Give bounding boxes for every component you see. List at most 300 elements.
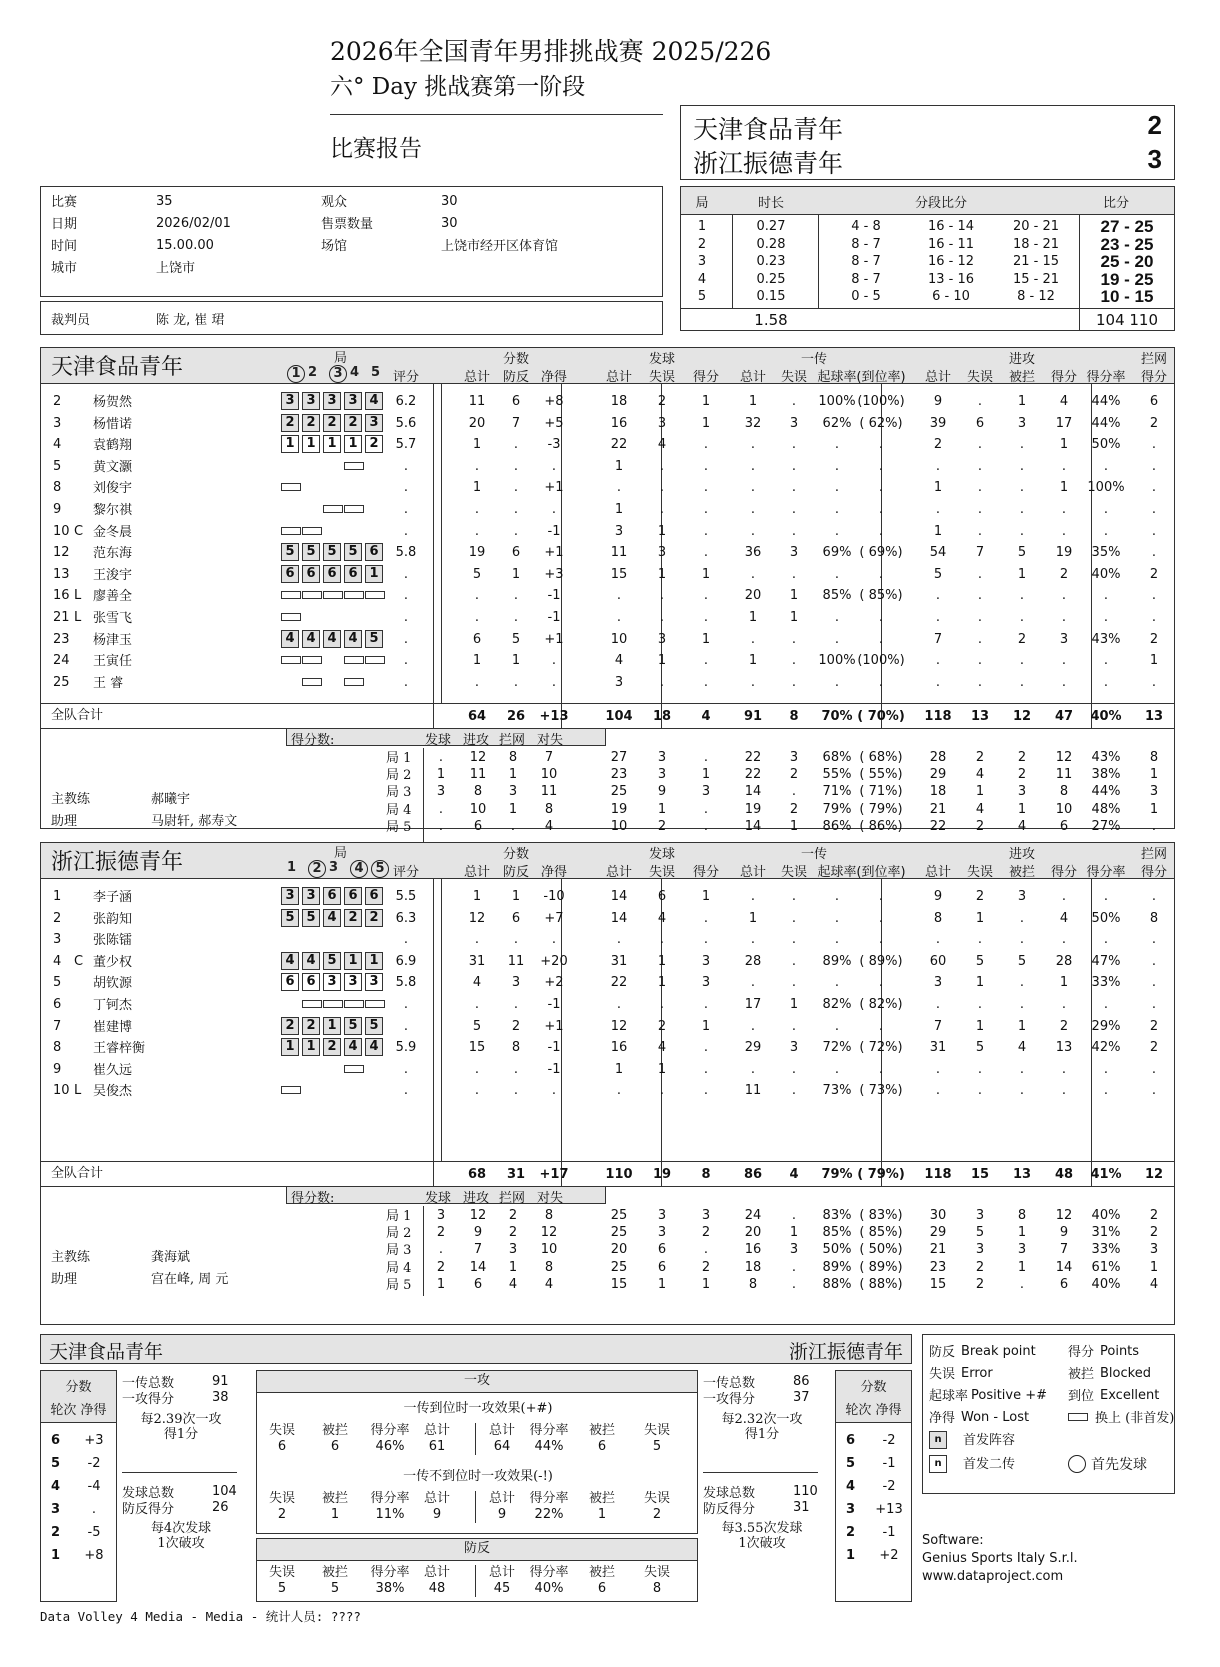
- stat-sp: 3: [701, 953, 711, 969]
- set-number: 5: [697, 289, 707, 304]
- stat-ab: .: [1019, 458, 1025, 474]
- stat-rexc: .: [878, 610, 884, 625]
- stat-rt: .: [750, 566, 756, 582]
- stat-rexc: ( 73%): [859, 1083, 903, 1099]
- stat-ae: .: [977, 394, 983, 409]
- set-stat-se: 2: [657, 818, 667, 834]
- lineup-position: 2: [344, 414, 362, 432]
- set-stat-ab: 1: [1017, 801, 1027, 817]
- set-label: 局 5: [386, 1277, 412, 1293]
- stat-ae: .: [977, 523, 983, 539]
- match-result: [680, 105, 1175, 180]
- stat-st: .: [616, 588, 622, 604]
- set-number: 1: [697, 219, 707, 234]
- stat-rpos: .: [834, 674, 840, 690]
- stat-pt: 19: [468, 545, 486, 561]
- stat-ae: 7: [975, 545, 985, 561]
- lineup-position: 5: [302, 909, 320, 927]
- home-blo: 6: [330, 1439, 340, 1454]
- col-header-ab: 被拦: [1008, 370, 1035, 385]
- stat-at: .: [935, 1061, 941, 1077]
- col-header-bp: 防反: [502, 865, 529, 880]
- stat-rpos: .: [834, 910, 840, 926]
- date-value: 2026/02/01: [156, 216, 231, 231]
- set-col-1: 1: [287, 860, 297, 875]
- lineup-position: 4: [302, 630, 320, 648]
- stat-bk: 2: [1149, 1018, 1159, 1034]
- stat-se: .: [659, 458, 665, 474]
- player-name: 崔建博: [93, 1019, 133, 1035]
- player-name: 董少权: [93, 954, 133, 970]
- lineup-position: 5: [281, 543, 299, 561]
- sideout-title: 一攻: [257, 1371, 697, 1393]
- points-label: 分数: [860, 1380, 887, 1395]
- stat-apct: .: [1103, 588, 1109, 604]
- stat-apct: .: [1103, 653, 1109, 669]
- set-stat-se: 1: [657, 801, 667, 817]
- set-stat-bk: 1: [1149, 801, 1159, 817]
- legend-value: Excellent: [1100, 1388, 1160, 1403]
- substitution-marker: [344, 505, 364, 513]
- set-stat-bk: 1: [1149, 767, 1159, 783]
- stat-bp: 6: [511, 910, 521, 926]
- col-header-at: 总计: [924, 370, 951, 385]
- stat-pt: .: [474, 610, 480, 625]
- stat-apct: 50%: [1091, 437, 1121, 453]
- set-stat-ae: 2: [975, 1276, 985, 1292]
- substitution-marker: [302, 527, 322, 535]
- substitution-marker: [281, 613, 301, 621]
- player-number: 7: [53, 1018, 62, 1034]
- stat-rt: 17: [744, 997, 762, 1012]
- stat-apct: .: [1103, 932, 1109, 948]
- assistant-names: 宫在峰, 周 元: [151, 1272, 229, 1287]
- stat-rpos: .: [834, 566, 840, 582]
- col-block-pts: 拦网: [499, 1191, 526, 1206]
- lineup-position: 6: [281, 565, 299, 583]
- phase-subtitle: 六° Day 挑战赛第一阶段: [330, 74, 586, 100]
- set-duration: 0.23: [756, 254, 786, 269]
- set-stat-apct: 44%: [1091, 784, 1121, 800]
- rotation-net: -2: [882, 1479, 896, 1494]
- sets-table-header: [681, 187, 1174, 215]
- breakpoint-title: 防反: [257, 1539, 697, 1561]
- stat-rating: .: [403, 997, 409, 1012]
- stat-bk: .: [1151, 932, 1157, 948]
- stat-apct: .: [1103, 610, 1109, 625]
- substitution-marker: [344, 656, 364, 664]
- stat-sp: .: [703, 523, 709, 539]
- stat-ae: .: [977, 458, 983, 474]
- partial-16: 16 - 14: [927, 219, 975, 234]
- stat-rexc: .: [878, 932, 884, 948]
- substitution-marker: [302, 591, 322, 599]
- stat-ae: 1: [975, 910, 985, 926]
- stat-rpos: .: [834, 502, 840, 517]
- player-number: 10: [53, 523, 70, 539]
- home-col-err: 失误: [268, 1491, 295, 1506]
- stat-apct: .: [1103, 1061, 1109, 1077]
- attack_group: 进攻: [1008, 352, 1035, 367]
- col-serve-pts: 发球: [425, 1191, 452, 1206]
- stat-sp: 3: [701, 975, 711, 991]
- stat-bk: .: [1151, 975, 1157, 991]
- sets-group-label: 局: [334, 351, 348, 366]
- stat-pt: .: [474, 588, 480, 604]
- stat-rating: 5.9: [395, 1040, 417, 1056]
- col-opp-err: 对失: [537, 1191, 564, 1206]
- set-stat-sp: 3: [701, 784, 711, 800]
- set-opp: 10: [540, 1242, 558, 1258]
- set-stat-re: 2: [789, 767, 799, 783]
- player-row: [41, 1017, 1174, 1037]
- set-col-5: 5: [371, 365, 381, 380]
- stat-bp: .: [513, 674, 519, 690]
- stat-ab: .: [1019, 910, 1025, 926]
- set-score: 19 - 25: [1100, 269, 1154, 289]
- stat-ae: .: [977, 502, 983, 517]
- stat-ap: .: [1061, 523, 1067, 539]
- stat-rexc: ( 82%): [859, 997, 903, 1012]
- partial-21: 20 - 21: [1012, 219, 1060, 234]
- stat-ae: .: [977, 437, 983, 453]
- away-err: 2: [652, 1507, 662, 1522]
- stat-apct: 44%: [1091, 415, 1121, 431]
- stat-bk: .: [1151, 588, 1157, 604]
- set-stat-se: 3: [657, 1208, 667, 1223]
- stat-rpos: .: [834, 523, 840, 539]
- set-stat-re: .: [791, 1208, 797, 1223]
- stat-ae: .: [977, 653, 983, 669]
- stat-ap: .: [1061, 932, 1067, 948]
- set-number: 3: [697, 254, 707, 269]
- set-label: 局 3: [386, 785, 412, 801]
- stat-ae: .: [977, 610, 983, 625]
- breakpoint-points: 26: [212, 1500, 229, 1515]
- home-away-divider: [475, 1423, 476, 1455]
- stat-bp: 8: [511, 1040, 521, 1056]
- home-col-blo: 被拦: [321, 1565, 348, 1580]
- stat-ab: .: [1019, 523, 1025, 539]
- rotation-number: 6: [51, 1433, 61, 1448]
- stat-bp: .: [513, 480, 519, 496]
- stat-wl: -1: [547, 588, 561, 604]
- stat-rpos: .: [834, 458, 840, 474]
- stat-bk: 8: [1149, 910, 1159, 926]
- set-stat-ap: 12: [1055, 750, 1073, 765]
- set-label: 局 1: [386, 751, 412, 766]
- tickets-label: 售票数量: [321, 217, 374, 232]
- stat-at: .: [935, 588, 941, 604]
- set-stat-sp: .: [703, 818, 709, 834]
- stat-pt: 4: [472, 975, 482, 991]
- stat-pt: 15: [468, 1040, 486, 1056]
- col-header-ab: 被拦: [1008, 865, 1035, 880]
- stat-re: .: [791, 910, 797, 926]
- player-name: 张雪飞: [93, 611, 133, 626]
- set-opp: 12: [540, 1225, 558, 1241]
- rotation-net-label: 轮次 净得: [50, 1403, 107, 1418]
- total-bk: 12: [1144, 1167, 1164, 1182]
- away-rotation-table: [835, 1370, 912, 1602]
- col-header-sp: 得分: [692, 865, 719, 880]
- set-stat-rt: 14: [744, 784, 762, 800]
- set-sv: 1: [436, 767, 446, 783]
- stat-re: .: [791, 394, 797, 409]
- rotation-net: -1: [882, 1525, 896, 1540]
- player-number: 8: [53, 1040, 62, 1056]
- rotation-net: .: [91, 1502, 97, 1517]
- player-row: [41, 995, 1174, 1015]
- home-col-tot: 总计: [423, 1423, 450, 1438]
- stat-bk: .: [1151, 545, 1157, 561]
- away-blo: 6: [597, 1581, 607, 1596]
- lineup-position: 6: [302, 973, 320, 991]
- match-value: 35: [156, 194, 173, 209]
- stat-re: 1: [789, 997, 799, 1012]
- set-col-4: 4: [350, 365, 360, 380]
- stat-apct: .: [1103, 674, 1109, 690]
- set-stat-rt: 24: [744, 1208, 762, 1223]
- set-atk: 12: [469, 750, 487, 765]
- total-duration: 1.58: [754, 311, 788, 329]
- total-st: 110: [605, 1167, 633, 1182]
- col-header-bp: 防反: [502, 370, 529, 385]
- stat-rating: 5.8: [395, 975, 417, 991]
- player-name: 吴俊杰: [93, 1084, 133, 1100]
- away-tot: 45: [493, 1581, 511, 1596]
- breakpoint-ratio-2: 1次破攻: [157, 1536, 205, 1551]
- stat-rt: 1: [748, 394, 758, 409]
- lineup-position: 1: [365, 565, 383, 583]
- stat-se: 1: [657, 975, 667, 991]
- set-stat-rpos: 71%: [822, 784, 852, 800]
- stat-rexc: .: [878, 910, 884, 926]
- total-ae: 13: [970, 709, 990, 724]
- set-label: 局 3: [386, 1243, 412, 1259]
- away-col-blo: 被拦: [588, 1491, 615, 1506]
- set-blk: 1: [508, 1259, 518, 1275]
- coach-name: 龚海斌: [151, 1250, 191, 1265]
- stat-rpos: 72%: [822, 1040, 852, 1056]
- stat-st: 16: [610, 1040, 628, 1056]
- set-sv: .: [438, 750, 444, 765]
- stat-ae: .: [977, 588, 983, 604]
- set-col-2: 2: [308, 365, 318, 380]
- set-stat-ae: 2: [975, 818, 985, 834]
- negative-reception-title: 一传不到位时一攻效果(-!): [403, 1469, 553, 1484]
- stat-sp: .: [703, 458, 709, 474]
- legend-value: Error: [961, 1366, 993, 1381]
- lineup-position: 5: [365, 1017, 383, 1035]
- rotation-header: [41, 1371, 116, 1423]
- player-row: [41, 673, 1174, 693]
- stat-bp: 1: [511, 653, 521, 669]
- stat-re: .: [791, 458, 797, 474]
- set-stat-apct: 40%: [1091, 1208, 1121, 1223]
- stat-sp: 1: [701, 415, 711, 431]
- set-label: 局 4: [386, 802, 412, 818]
- lineup-position: 3: [365, 973, 383, 991]
- col-header-ae: 失误: [966, 865, 993, 880]
- stat-wl: .: [551, 653, 557, 669]
- set-stat-rpos: 68%: [822, 750, 852, 765]
- stat-rt: .: [750, 523, 756, 539]
- stat-re: .: [791, 523, 797, 539]
- stat-ap: .: [1061, 1061, 1067, 1077]
- stat-at: 1: [933, 480, 943, 496]
- partial-8: 8 - 7: [851, 254, 881, 269]
- referees-value: 陈 龙, 崔 珺: [156, 313, 225, 328]
- stat-rating: .: [403, 480, 409, 496]
- col-header-re: 失误: [780, 370, 807, 385]
- total-rt: 91: [743, 709, 763, 724]
- reception-total: 91: [212, 1374, 229, 1389]
- set-blk: 1: [508, 801, 518, 817]
- player-number: 3: [53, 932, 62, 948]
- set-stat-se: 3: [657, 1225, 667, 1241]
- reception_group: 一传: [800, 847, 827, 862]
- set-stat-st: 25: [610, 1225, 628, 1241]
- player-name: 王 睿: [93, 675, 124, 691]
- away-pct: 44%: [534, 1439, 564, 1454]
- stat-re: .: [791, 631, 797, 647]
- total-pt: 68: [467, 1167, 487, 1182]
- time-label: 时间: [51, 239, 78, 254]
- stat-rpos: 82%: [822, 997, 852, 1012]
- player-row: [41, 651, 1174, 671]
- lineup-position: 3: [323, 973, 341, 991]
- stat-rt: 1: [748, 910, 758, 926]
- away-blo: 1: [597, 1507, 607, 1522]
- set-stat-sp: 2: [701, 1225, 711, 1241]
- partial-16: 6 - 10: [932, 289, 970, 304]
- substitution-marker: [302, 656, 322, 664]
- stat-bp: .: [513, 523, 519, 539]
- lineup-position: 5: [344, 543, 362, 561]
- set-stat-apct: 38%: [1091, 767, 1121, 783]
- rotation-net: -2: [87, 1456, 101, 1471]
- player-row: [41, 478, 1174, 498]
- partial-21: 21 - 15: [1012, 254, 1060, 269]
- total-ap: 48: [1054, 1167, 1074, 1182]
- total-at: 118: [924, 1167, 952, 1182]
- legend: [922, 1334, 1175, 1494]
- player-number: 16: [53, 588, 70, 604]
- stat-apct: 40%: [1091, 566, 1121, 582]
- date-label: 日期: [51, 217, 78, 232]
- col-header-bk: 得分: [1140, 370, 1167, 385]
- set-stat-sp: 3: [701, 1208, 711, 1223]
- set-stat-ae: 5: [975, 1225, 985, 1241]
- stat-st: 10: [610, 631, 628, 647]
- stat-apct: 35%: [1091, 545, 1121, 561]
- stat-rpos: .: [834, 975, 840, 991]
- player-name: 杨贺然: [93, 395, 133, 410]
- stat-ae: .: [977, 1083, 983, 1099]
- set-stat-at: 21: [929, 1242, 947, 1258]
- stat-se: .: [659, 997, 665, 1012]
- set-stat-rt: 14: [744, 818, 762, 834]
- stat-se: 4: [657, 437, 667, 453]
- home-col-pct: 得分率: [370, 1491, 410, 1506]
- set-stat-sp: 1: [701, 767, 711, 783]
- away-col-err: 失误: [643, 1491, 670, 1506]
- home-blo: 5: [330, 1581, 340, 1596]
- legend-key: 净得: [929, 1411, 956, 1426]
- breakpoint-points-label: 防反得分: [703, 1502, 756, 1517]
- stat-wl: .: [551, 1083, 557, 1099]
- col-header-rpos: 起球率: [817, 865, 857, 880]
- match-info: [40, 186, 663, 297]
- stat-sp: .: [703, 932, 709, 948]
- stat-se: .: [659, 480, 665, 496]
- stat-pt: 11: [468, 394, 486, 409]
- legend-value: Blocked: [1100, 1366, 1151, 1381]
- stat-rating: 6.2: [395, 394, 417, 409]
- lineup-position: 5: [323, 952, 341, 970]
- stat-bp: .: [513, 1083, 519, 1099]
- stat-re: .: [791, 1083, 797, 1099]
- set-stat-re: .: [791, 1259, 797, 1275]
- total-rpos: 79%: [821, 1167, 853, 1182]
- stat-rexc: (100%): [857, 653, 905, 669]
- stat-at: .: [935, 502, 941, 517]
- col-header-re: 失误: [780, 865, 807, 880]
- set-stat-bk: 3: [1149, 784, 1159, 800]
- lineup-position: 5: [302, 543, 320, 561]
- player-row: [41, 1038, 1174, 1058]
- home-pct: 46%: [375, 1439, 405, 1454]
- lineup-position: 6: [344, 887, 362, 905]
- set-stat-ap: 12: [1055, 1208, 1073, 1223]
- sideout-ratio: 每2.39次一攻: [140, 1412, 222, 1427]
- player-number: 2: [53, 394, 62, 409]
- stat-rexc: ( 72%): [859, 1040, 903, 1056]
- venue-label: 场馆: [321, 239, 348, 254]
- stat-st: 11: [610, 545, 628, 561]
- stat-ap: .: [1061, 889, 1067, 904]
- col-header-ap: 得分: [1050, 865, 1077, 880]
- stat-sp: 1: [701, 1018, 711, 1034]
- player-number: 4: [53, 437, 62, 453]
- stat-rpos: .: [834, 610, 840, 625]
- lineup-position: 3: [344, 973, 362, 991]
- stat-bk: .: [1151, 889, 1157, 904]
- stat-wl: .: [551, 674, 557, 690]
- set-stat-st: 10: [610, 818, 628, 834]
- set-stat-re: 1: [789, 818, 799, 834]
- set-stat-ap: 9: [1059, 1225, 1069, 1241]
- legend-sub-label: 换上 (非首发): [1095, 1411, 1175, 1426]
- stat-bp: .: [513, 932, 519, 948]
- first-serve-icon: [1068, 1455, 1086, 1473]
- set-stat-rexc: ( 83%): [859, 1208, 903, 1223]
- sideout-ratio-2: 得1分: [163, 1427, 199, 1442]
- stat-rating: 6.3: [395, 910, 417, 926]
- set-stat-rt: 16: [744, 1242, 762, 1258]
- breakpoint-ratio-2: 1次破攻: [738, 1536, 786, 1551]
- positive-reception-title: 一传到位时一攻效果(+#): [403, 1401, 553, 1416]
- lineup-position: 3: [302, 887, 320, 905]
- away-col-pct: 得分率: [529, 1565, 569, 1580]
- stat-re: .: [791, 932, 797, 948]
- stat-ae: 6: [975, 415, 985, 431]
- player-role: C: [74, 953, 84, 969]
- stat-rt: .: [750, 932, 756, 948]
- total-bp: 31: [506, 1167, 526, 1182]
- stat-rt: .: [750, 458, 756, 474]
